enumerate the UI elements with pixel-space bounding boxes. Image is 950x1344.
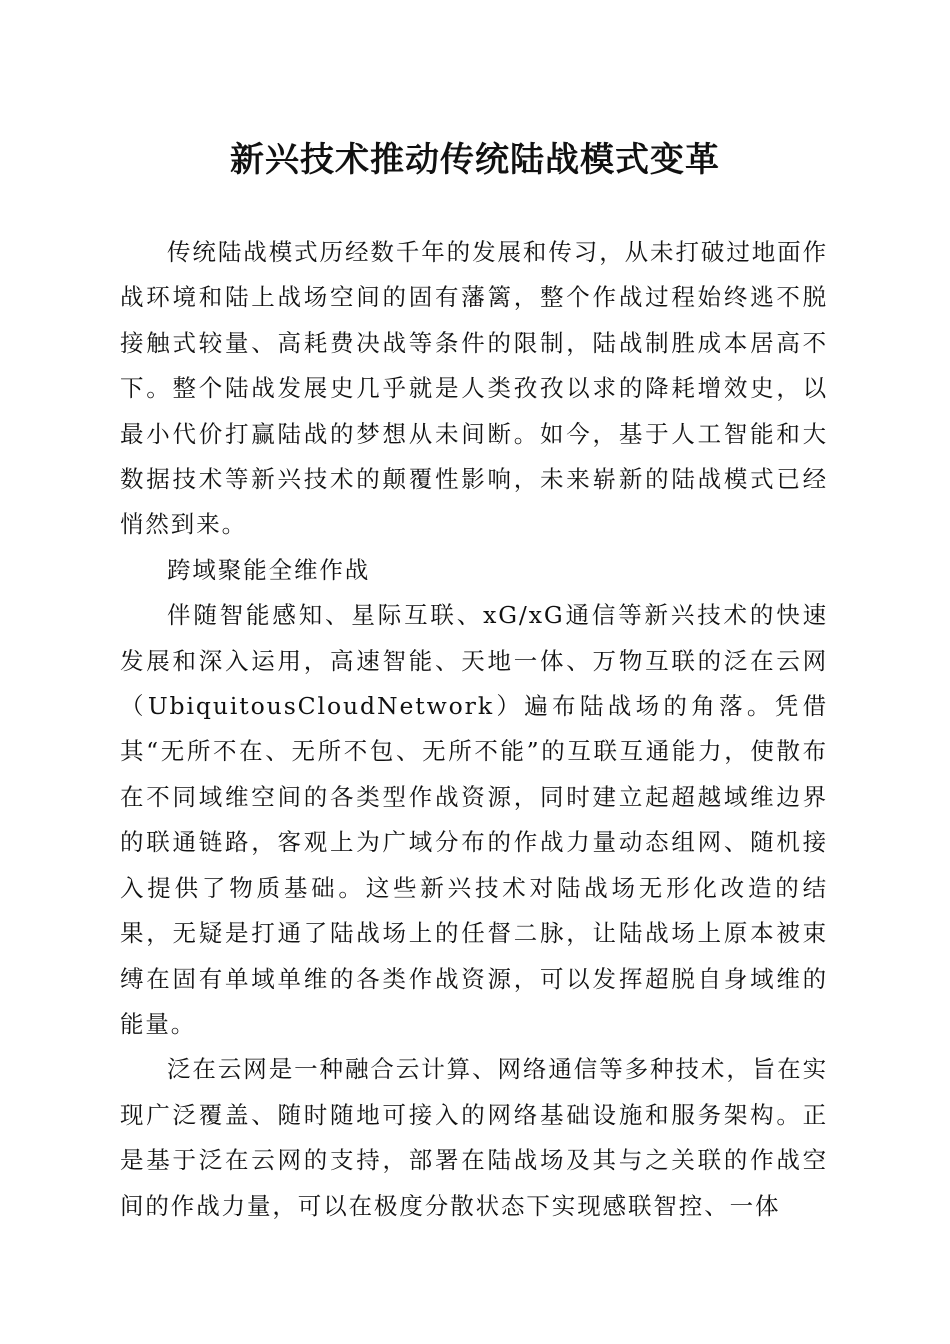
document-title: 新兴技术推动传统陆战模式变革 [230,140,720,180]
document-body [120,230,828,1229]
paragraph-intro: 传统陆战模式历经数千年的发展和传习，从未打破过地面作战环境和陆上战场空间的固有藩篱，整个作战过程始终逃不脱接触式较量、高耗费决战等条件的限制，陆战制胜成本居高不下。整个陆战发展史几乎就是人类孜孜以求的降耗增效史，以最小代价打赢陆战的梦想从未间断。如今，基于人工智能和大数据技术等新兴技术的颠覆性影响，未来崭新的陆战模式已经悄然到来。 [120,238,828,539]
paragraph-cloud-definition: 泛在云网是一种融合云计算、网络通信等多种技术，旨在实现广泛覆盖、随时随地可接入的网络基础设施和服务架构。正是基于泛在云网的支持，部署在陆战场及其与之关联的作战空间的作战力量，可以在极度分散状态下实现感联智控、一体 [120,1055,828,1220]
paragraph-cloud-network: 伴随智能感知、星际互联、xG/xG通信等新兴技术的快速发展和深入运用，高速智能、天地一体、万物互联的泛在云网（UbiquitousCloudNetwork）遍布陆战场的角落。凭借其“无所不在、无所不包、无所不能”的互联互通能力，使散布在不同域维空间的各类型作战资源，同时建立起超越域维边界的联通链路，客观上为广域分布的作战力量动态组网、随机接入提供了物质基础。这些新兴技术对陆战场无形化改造的结果，无疑是打通了陆战场上的任督二脉，让陆战场上原本被束缚在固有单域单维的各类作战资源，可以发挥超脱自身域维的能量。 [120,601,828,1038]
section-heading: 跨域聚能全维作战 [167,555,371,584]
